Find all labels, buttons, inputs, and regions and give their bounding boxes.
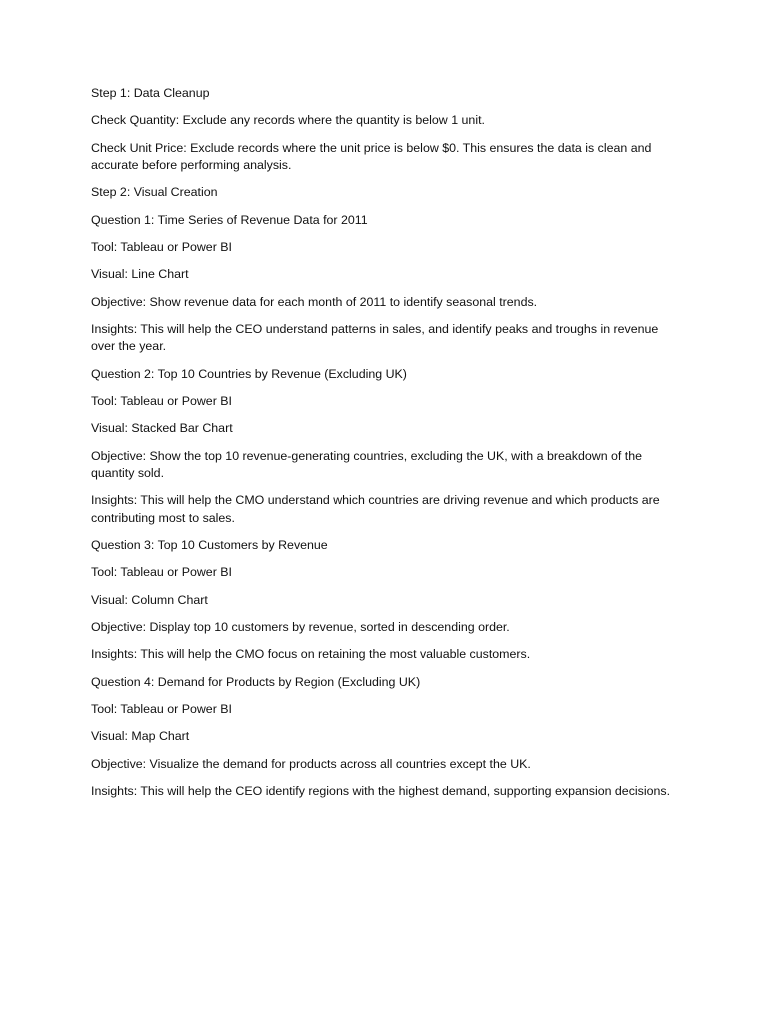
question-1-visual: Visual: Line Chart: [91, 267, 189, 282]
question-2-visual: Visual: Stacked Bar Chart: [91, 421, 233, 436]
question-4-insights: Insights: This will help the CEO identify regions with the highest demand, supporting expansion decisions.: [91, 783, 671, 798]
paragraph-check-quantity: Check Quantity: Exclude any records where the quantity is below 1 unit.: [91, 113, 485, 128]
question-2-objective: Objective: Show the top 10 revenue-generating countries, excluding the UK, with a breakdown of the quantity sold.: [91, 448, 643, 481]
heading-step-2: Step 2: Visual Creation: [91, 185, 218, 200]
question-1-tool: Tool: Tableau or Power BI: [91, 239, 232, 254]
question-3-title: Question 3: Top 10 Customers by Revenue: [91, 538, 328, 553]
heading-step-1: Step 1: Data Cleanup: [91, 86, 210, 100]
question-1-objective: Objective: Show revenue data for each month of 2011 to identify seasonal trends.: [91, 294, 538, 309]
question-4-tool: Tool: Tableau or Power BI: [91, 701, 232, 716]
question-3-objective: Objective: Display top 10 customers by revenue, sorted in descending order.: [91, 620, 510, 635]
paragraph-check-unit-price: Check Unit Price: Exclude records where the unit price is below $0. This ensures the data is clean and accurate before performing analysis.: [91, 140, 652, 173]
question-2-title: Question 2: Top 10 Countries by Revenue (Excluding UK): [91, 366, 407, 381]
question-1-insights: Insights: This will help the CEO understand patterns in sales, and identify peaks and troughs in revenue over the year.: [91, 321, 659, 354]
document-body: [91, 85, 681, 810]
question-2-tool: Tool: Tableau or Power BI: [91, 393, 232, 408]
question-1-title: Question 1: Time Series of Revenue Data for 2011: [91, 212, 368, 227]
question-3-insights: Insights: This will help the CMO focus on retaining the most valuable customers.: [91, 647, 531, 662]
question-3-visual: Visual: Column Chart: [91, 592, 208, 607]
question-3-tool: Tool: Tableau or Power BI: [91, 565, 232, 580]
question-4-objective: Objective: Visualize the demand for products across all countries except the UK.: [91, 756, 531, 771]
question-4-visual: Visual: Map Chart: [91, 729, 190, 744]
question-4-title: Question 4: Demand for Products by Region (Excluding UK): [91, 674, 421, 689]
question-2-insights: Insights: This will help the CMO understand which countries are driving revenue and which products are contributing most to sales.: [91, 493, 660, 525]
